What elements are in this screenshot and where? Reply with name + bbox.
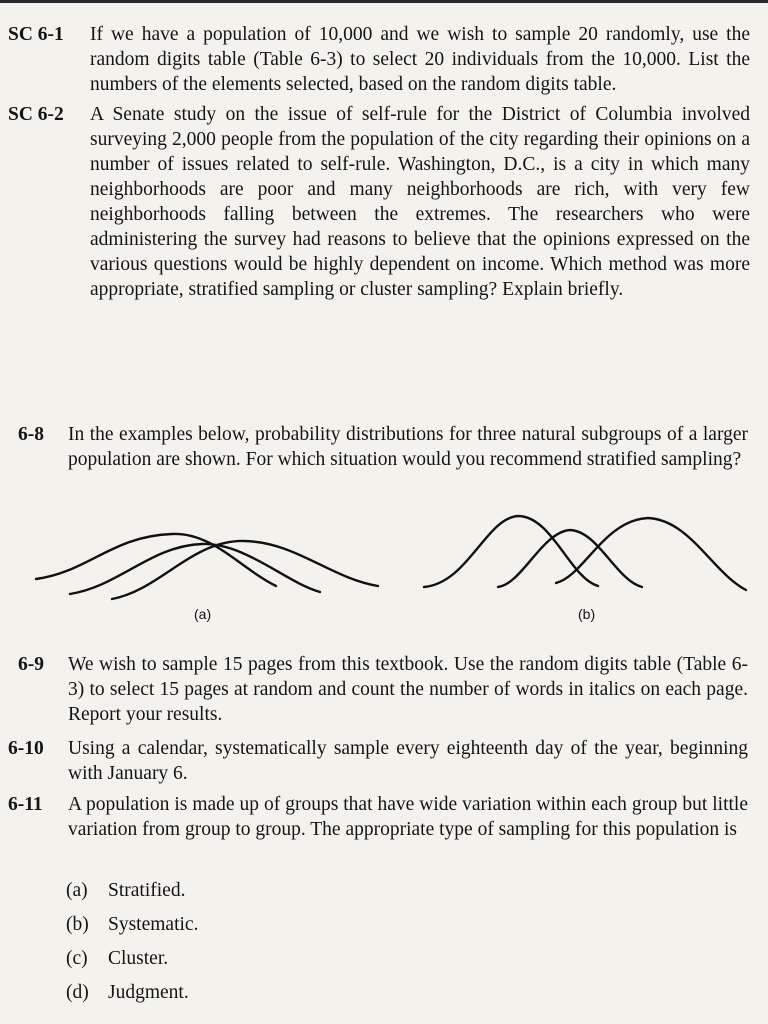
option-letter: (a): [66, 880, 88, 901]
problem-6-11: [8, 792, 752, 872]
option-letter: (d): [66, 982, 89, 1003]
figure-caption-b: (b): [578, 606, 596, 622]
problem-text: Using a calendar, systematically sample every eighteenth day of the year, beginning with January 6.: [68, 738, 748, 784]
curve-a-3: [112, 541, 378, 599]
option-letter: (c): [66, 948, 88, 969]
option-d: [66, 980, 189, 1005]
figure-caption-a: (a): [194, 606, 212, 622]
problem-text: A Senate study on the issue of self-rule for the District of Columbia involved surveying 2,000 people from the population of the city regarding their opinions on a number of issues related to self-rule. Washington, D.C., is a city in which many neighborhoods are poor and many neighborhoods are rich, with very few neighborhoods falling between the extremes. The researchers who were administering the survey had reasons to believe that the opinions expressed on the various questions would be highly dependent on income. Which method was more appropriate, stratified sampling or cluster sampling? Explain briefly.: [90, 104, 750, 300]
option-c: [66, 946, 168, 971]
page-top-rule: [0, 0, 768, 3]
problem-number: 6-10: [8, 738, 44, 759]
problem-sc-6-2: [8, 102, 752, 352]
problem-number: 6-11: [8, 794, 43, 815]
problem-text: If we have a population of 10,000 and we wish to sample 20 randomly, use the random digits table (Table 6-3) to select 20 individuals from the 10,000. List the numbers of the elements selected, based on the random digits table.: [90, 24, 750, 95]
option-text: Systematic.: [108, 914, 199, 935]
problem-sc-6-1: [8, 22, 752, 102]
problem-6-9: [18, 652, 752, 732]
option-text: Cluster.: [108, 948, 169, 969]
problem-text: In the examples below, probability distributions for three natural subgroups of a larger population are shown. For which situation would you recommend stratified sampling?: [68, 424, 748, 470]
problem-number: SC 6-2: [8, 104, 64, 125]
option-b: [66, 912, 198, 937]
curve-b-2: [498, 530, 642, 587]
option-text: Stratified.: [108, 880, 186, 901]
option-text: Judgment.: [108, 982, 189, 1003]
problem-number: SC 6-1: [8, 24, 64, 45]
problem-number: 6-8: [18, 424, 44, 445]
problem-text: A population is made up of groups that have wide variation within each group but little variation from group to group. The appropriate type of sampling for this population is: [68, 794, 748, 840]
problem-6-10: [8, 736, 752, 788]
option-a: [66, 878, 185, 903]
distribution-figure: [0, 500, 768, 640]
problem-number: 6-9: [18, 654, 44, 675]
option-letter: (b): [66, 914, 89, 935]
problem-text: We wish to sample 15 pages from this textbook. Use the random digits table (Table 6-3) to select 15 pages at random and count the number of words in italics on each page. Report your results.: [68, 654, 748, 725]
curve-b-1: [424, 516, 598, 587]
problem-6-8: [18, 422, 752, 502]
